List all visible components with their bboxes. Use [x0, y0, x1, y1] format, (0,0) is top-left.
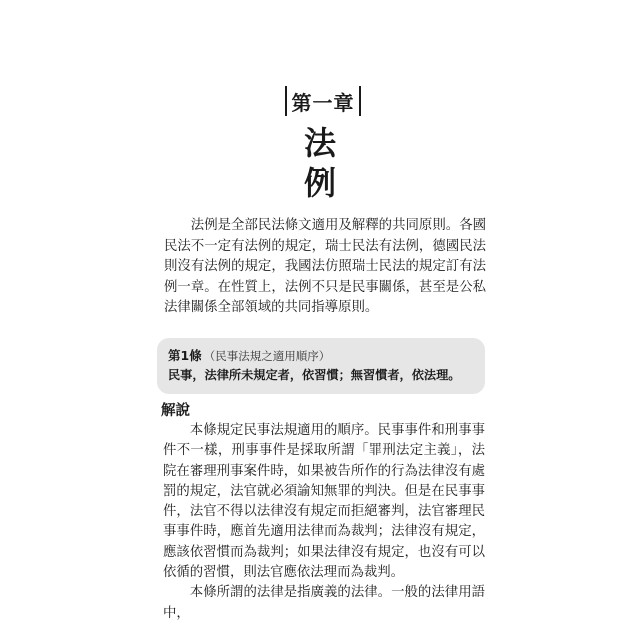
intro-paragraph: 法例是全部民法條文適用及解釋的共同原則。各國民法不一定有法例的規定，瑞士民法有法例，德國民法則沒有法例的規定，我國法仿照瑞士民法的規定訂有法例一章。在性質上，法例不只是民事關係，甚至是公私法律關係全部領域的共同指導原則。: [164, 218, 486, 315]
article-box: [157, 338, 485, 394]
chapter-title: 法例: [303, 124, 350, 202]
commentary-heading: 解說: [161, 402, 190, 419]
commentary-paragraph: 本條所謂的法律是指廣義的法律。一般的法律用語中，: [163, 585, 485, 621]
chapter-number: 第一章: [291, 90, 355, 115]
article-text: 民事，法律所未規定者，依習慣；無習慣者，依法理。: [168, 368, 461, 382]
article-subject: （民事法規之適用順序）: [203, 349, 331, 363]
article-number: 第1條: [168, 348, 202, 363]
commentary-paragraph: 本條規定民事法規適用的順序。民事事件和刑事事件不一樣，刑事事件是採取所謂「罪刑法定主義」，法院在審理刑事案件時，如果被告所作的行為法律沒有處罰的規定，法官就必須諭知無罪的判決。但是在民事事件，法官不得以法律沒有規定而拒絕審判，法官審理民事事件時，應首先適用法律而為裁判；法律沒有規定，應該依習慣而為裁判；如果法律沒有規定，也沒有可以依循的習慣，則法官應依法理而為裁判。: [163, 423, 485, 581]
commentary-body: [163, 421, 485, 624]
chapter-number-frame: [285, 86, 361, 116]
article-header: [168, 347, 485, 365]
intro-section: [164, 216, 486, 319]
